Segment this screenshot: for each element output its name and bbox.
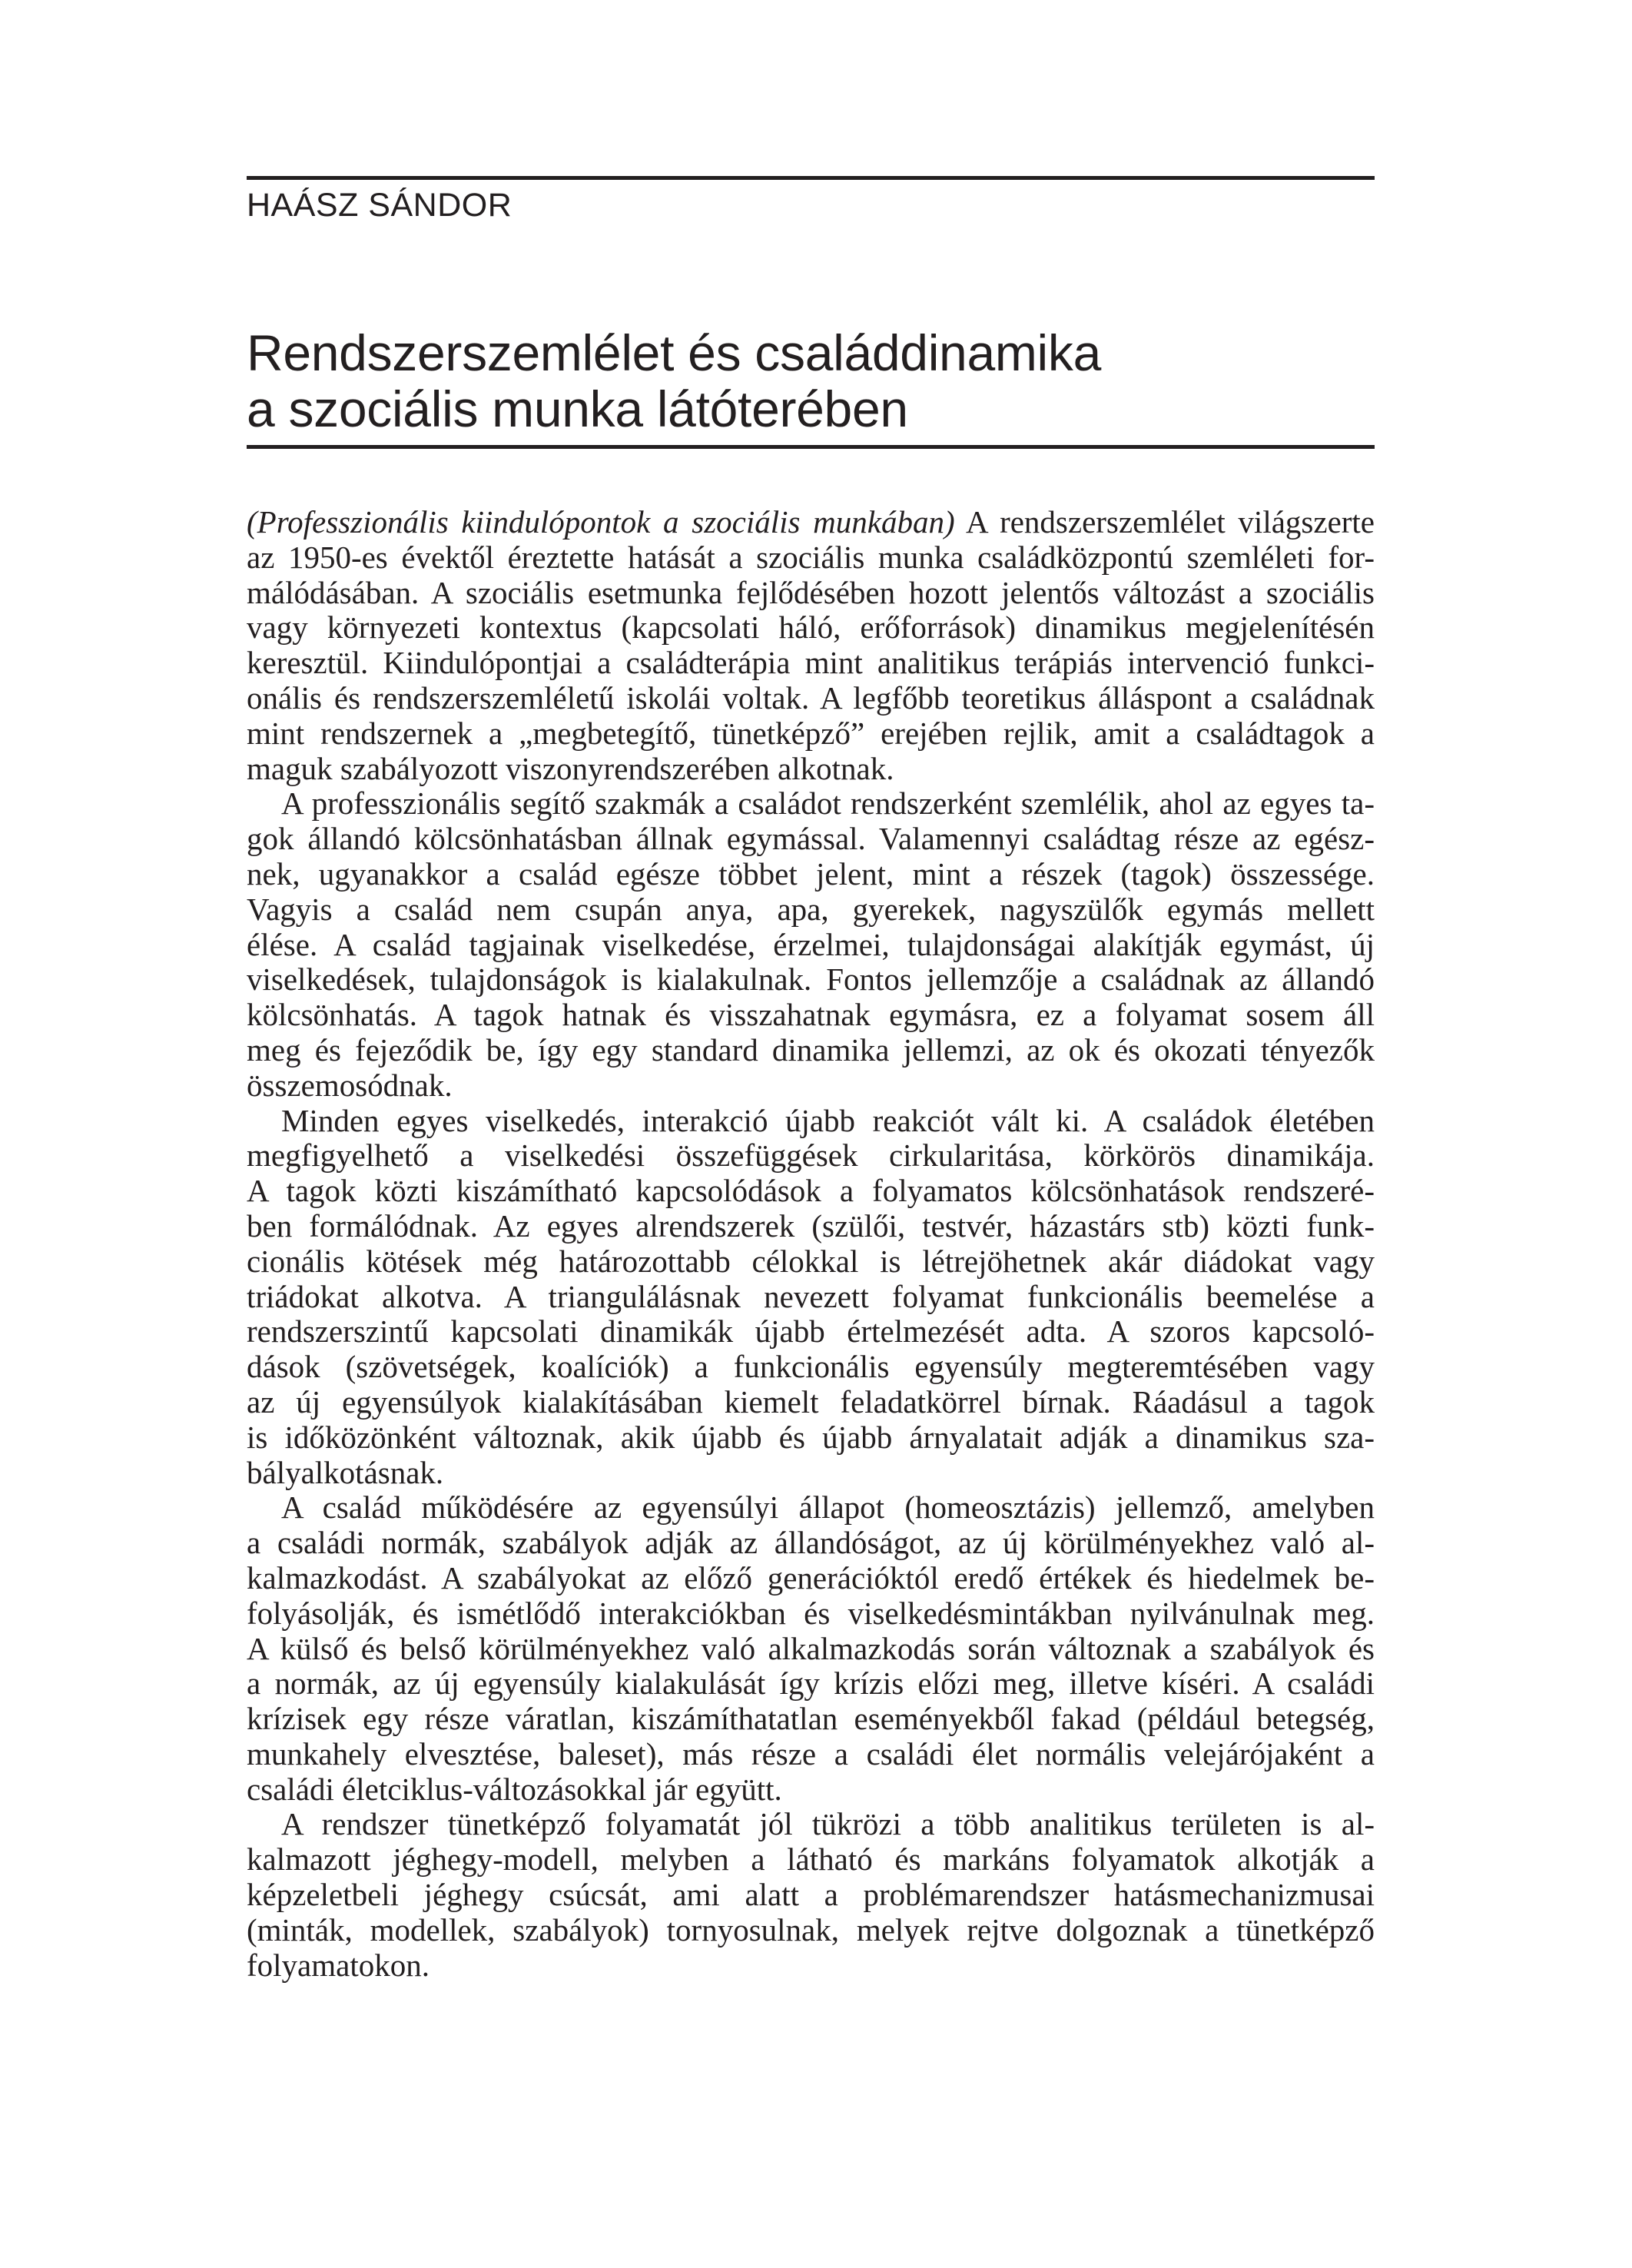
text-line: folyásolják, és ismétlődő interakciókban és viselkedésmintákban nyilvánulnak meg. [247,1595,1375,1631]
text-line: gok állandó kölcsönhatásban állnak egymással. Valamennyi családtag része az egész- [247,821,1375,857]
text-line: krízisek egy része váratlan, kiszámíthatatlan eseményekből fakad (például betegség, [247,1701,1375,1737]
text-line: A külső és belső körülményekhez való alkalmazkodás során változnak a szabályok és [247,1630,1375,1666]
text-line: is időközönként változnak, akik újabb és újabb árnyalatait adják a dinamikus sza- [247,1419,1375,1455]
article-title [247,325,1375,437]
text-line: az új egyensúlyok kialakításában kiemelt feladatkörrel bírnak. Ráadásul a tagok [247,1383,1375,1420]
article-body [247,505,1375,1983]
text-line: a normák, az új egyensúly kialakulását így krízis előzi meg, illetve kíséri. A családi [247,1665,1375,1702]
text-line: viselkedések, tulajdonságok is kialakulnak. Fontos jellemzője a családnak az állandó [247,961,1375,998]
text-line: mint rendszernek a „megbetegítő, tünetképző” erejében rejlik, amit a családtagok a [247,715,1375,751]
text-line: keresztül. Kiindulópontjai a családterápia mint analitikus terápiás intervenció funkci- [247,645,1375,681]
text-line: onális és rendszerszemléletű iskolái voltak. A legfőbb teoretikus álláspont a családnak [247,679,1375,716]
text-line: megfigyelhető a viselkedési összefüggések cirkularitása, körkörös dinamikája. [247,1137,1375,1174]
text-line: a családi normák, szabályok adják az állandóságot, az új körülményekhez való al- [247,1525,1375,1561]
title-bottom-rule [247,445,1375,449]
text-line: Minden egyes viselkedés, interakció újabb reakciót vált ki. A családok életében [281,1102,1375,1138]
text-line: élése. A család tagjainak viselkedése, érzelmei, tulajdonságai alakítják egymást, új [247,926,1375,962]
text-line: (minták, modellek, szabályok) tornyosulnak, melyek rejtve dolgoznak a tünetképző [247,1911,1375,1948]
author-name: HAÁSZ SÁNDOR [247,187,512,224]
text-line: málódásában. A szociális esetmunka fejlődésében hozott jelentős változást a szociális [247,574,1375,610]
text-line: kalmazkodást. A szabályokat az előző generációktól eredő értékek és hiedelmek be- [247,1559,1375,1596]
text-line: nek, ugyanakkor a család egésze többet jelent, mint a részek (tagok) összessége. [247,855,1375,892]
text-line: meg és fejeződik be, így egy standard dinamika jellemzi, az ok és okozati tényezők [247,1031,1375,1068]
text-line: az 1950-es évektől éreztette hatását a szociális munka családközpontú szemléleti for- [247,539,1375,575]
body-paragraph [247,1807,1375,1983]
body-paragraph [247,1104,1375,1491]
text-line: folyamatokon. [247,1947,430,1983]
article-title-line: Rendszerszemlélet és családdinamika [247,324,1102,381]
text-line: cionális kötések még határozottabb célokkal is létrejöhetnek akár diádokat vagy [247,1243,1375,1279]
text-line: bályalkotásnak. [247,1454,444,1490]
text-line: dások (szövetségek, koalíciók) a funkcionális egyensúly megteremtésében vagy [247,1349,1375,1385]
body-paragraph [247,505,1375,786]
text-line: munkahely elvesztése, baleset), más része a családi élet normális velejárójaként a [247,1735,1375,1772]
text-line-rest: A rendszerszemlélet világszerte [954,504,1375,540]
text-line: családi életciklus-változásokkal jár együtt. [247,1771,782,1807]
header-top-rule [247,176,1375,180]
article-title-line: a szociális munka látóterében [247,380,908,437]
body-paragraph [247,1490,1375,1807]
text-line: triádokat alkotva. A triangulálásnak nevezett folyamat funkcionális beemelése a [247,1278,1375,1314]
text-line: A család működésére az egyensúlyi állapot (homeosztázis) jellemző, amelyben [281,1489,1375,1526]
text-line: A rendszer tünetképző folyamatát jól tükrözi a több analitikus területen is al- [281,1806,1375,1842]
text-line [247,505,1375,540]
text-line: összemosódnak. [247,1067,453,1103]
lead-in-phrase: (Professzionális kiindulópontok a szociális munkában) [247,504,955,540]
text-line: Vagyis a család nem csupán anya, apa, gyerekek, nagyszülők egymás mellett [247,891,1375,927]
text-line: képzeletbeli jéghegy csúcsát, ami alatt a problémarendszer hatásmechanizmusai [247,1877,1375,1913]
text-line: rendszerszintű kapcsolati dinamikák újabb értelmezését adta. A szoros kapcsoló- [247,1313,1375,1350]
text-line: kölcsönhatás. A tagok hatnak és visszahatnak egymásra, ez a folyamat sosem áll [247,997,1375,1033]
text-line: kalmazott jéghegy-modell, melyben a látható és markáns folyamatok alkotják a [247,1841,1375,1878]
text-line: A tagok közti kiszámítható kapcsolódások a folyamatos kölcsönhatások rendszeré- [247,1173,1375,1209]
body-paragraph [247,786,1375,1103]
text-line: maguk szabályozott viszonyrendszerében alkotnak. [247,750,894,786]
text-line: vagy környezeti kontextus (kapcsolati háló, erőforrások) dinamikus megjelenítésén [247,609,1375,646]
text-line: A professzionális segítő szakmák a családot rendszerként szemlélik, ahol az egyes ta- [281,785,1375,822]
text-line: ben formálódnak. Az egyes alrendszerek (szülői, testvér, házastárs stb) közti funk- [247,1207,1375,1244]
